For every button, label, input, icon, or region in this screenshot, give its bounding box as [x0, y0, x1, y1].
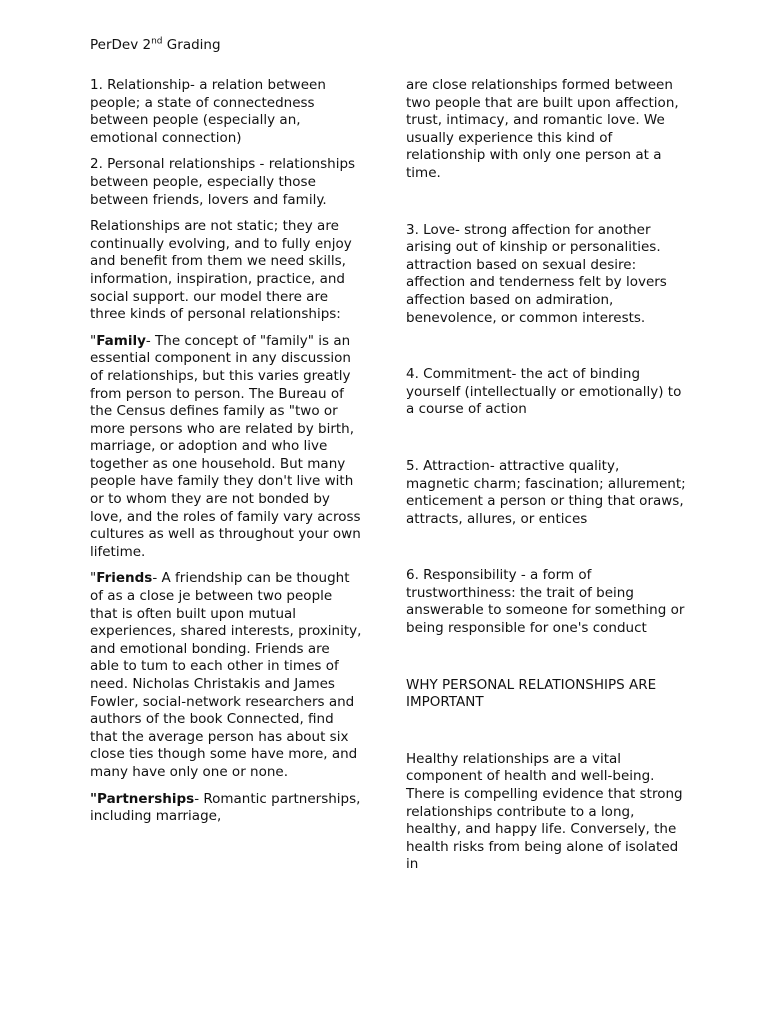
family-quote: ": [90, 332, 97, 349]
family-text: - The concept of "family" is an essential component in any discussion of relationships, but this varies greatly from person to person. The Bureau of the Census defines family as "two or more persons who are related by birth, marriage, or adoption and who live together as one household. But many people have family they don't live with or to whom they are not bonded by love, and the roles of family vary across cultures as well as throughout your own lifetime.: [90, 332, 361, 560]
left-column: [90, 77, 362, 835]
header-suffix: Grading: [162, 37, 221, 53]
friends-term: Friends: [96, 570, 153, 587]
friends-text: - A friendship can be thought of as a close je between two people that is often built upon mutual experiences, shared interests, proxinity, and emotional bonding. Friends are able to tum to each other in times of need. Nicholas Christakis and James Fowler, social-network researchers and authors of the book Connected, find that the average person has about six close ties though some have more, and many have only one or none.: [90, 570, 362, 780]
healthy-relationships-paragraph: Healthy relationships are a vital component of health and well-being. There is compelling evidence that strong relationships contribute to a long, healthy, and happy life. Conversely, the health risks from being alone of isolated in: [406, 750, 683, 873]
relationships-intro: Relationships are not static; they are continually evolving, and to fully enjoy and benefit from them we need skills, information, inspiration, practice, and social support. our model there are three kinds of personal relationships:: [90, 218, 352, 323]
family-paragraph: [90, 333, 362, 562]
partnerships-term: "Partnerships: [90, 790, 195, 807]
personal-relationships-definition: 2. Personal relationships - relationships between people, especially those between friends, lovers and family.: [90, 156, 356, 208]
friends-paragraph: [90, 570, 362, 781]
right-column: [406, 77, 686, 874]
header-title: PerDev 2: [90, 37, 152, 53]
header-superscript: nd: [151, 36, 163, 47]
friends-quote: ": [90, 570, 97, 587]
attraction-definition: 5. Attraction- attractive quality, magnetic charm; fascination; allurement; enticement a person or thing that oraws, attracts, allures, or entices: [406, 457, 686, 527]
why-heading: WHY PERSONAL RELATIONSHIPS ARE IMPORTANT: [406, 676, 657, 711]
love-definition: 3. Love- strong affection for another arising out of kinship or personalities. attraction based on sexual desire: affection and tenderness felt by lovers affection based on admiration, benevolence, or common interests.: [406, 221, 667, 326]
responsibility-definition: 6. Responsibility - a form of trustworthiness: the trait of being answerable to someone for something or being responsible for one's conduct: [406, 567, 685, 637]
partnerships-continued: are close relationships formed between two people that are built upon affection, trust, intimacy, and romantic love. We usually experience this kind of relationship with only one person at a time.: [406, 77, 679, 181]
page-header: [90, 37, 221, 53]
partnerships-paragraph: [90, 791, 362, 826]
relationship-definition: 1. Relationship- a relation between people; a state of connectedness between people (especially an, emotional connection): [90, 77, 326, 146]
partnerships-text: - Romantic partnerships, including marriage,: [90, 790, 361, 825]
family-term: Family: [96, 332, 146, 349]
commitment-definition: 4. Commitment- the act of binding yourself (intellectually or emotionally) to a course of action: [406, 366, 682, 418]
